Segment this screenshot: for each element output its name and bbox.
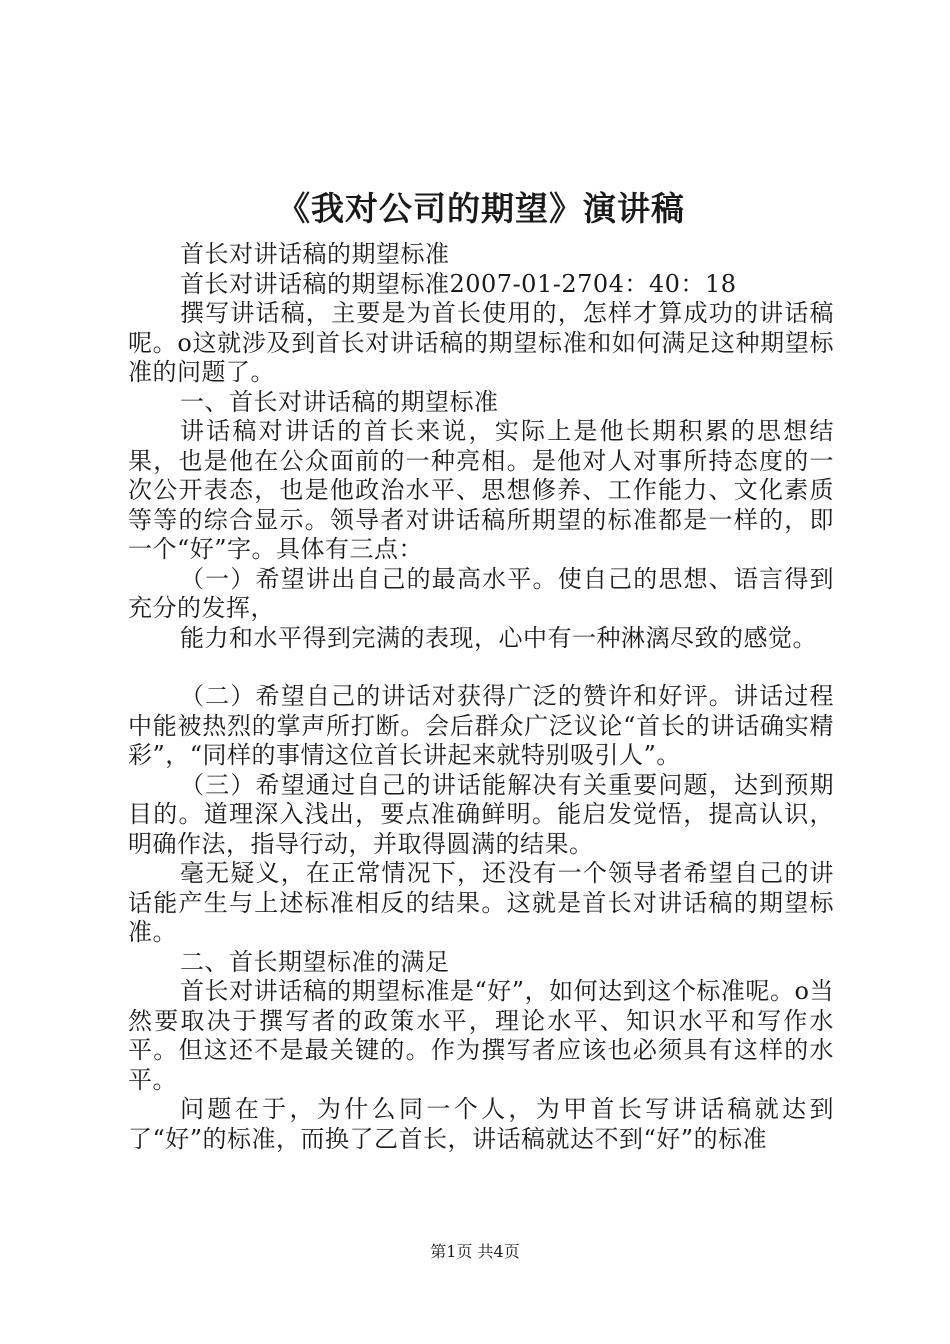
- list-item-1-continued: 能力和水平得到完满的表现，心中有一种淋漓尽致的感觉。: [180, 623, 817, 652]
- paragraph-subtitle: 首长对讲话稿的期望标准: [180, 240, 450, 268]
- section-heading-1: 一、首长对讲话稿的期望标准: [180, 387, 499, 416]
- paragraph-intro: 撰写讲话稿，主要是为首长使用的，怎样才算成功的讲话稿呢。o这就涉及到首长对讲话稿的期望标准和如何满足这种期望标准的问题了。: [128, 299, 834, 386]
- paragraph-body: 首长对讲话稿的期望标准是“好”，如何达到这个标准呢。o当然要取决于撰写者的政策水平，理论水平、知识水平和写作水平。但这还不是最关键的。作为撰写者应该也必须具有这样的水平。: [128, 977, 834, 1094]
- section-heading-2: 二、首长期望标准的满足: [180, 947, 450, 976]
- paragraph-body: 毫无疑义，在正常情况下，还没有一个领导者希望自己的讲话能产生与上述标准相反的结果。这就是首长对讲话稿的期望标准。: [128, 859, 834, 946]
- paragraph-body: 问题在于，为什么同一个人，为甲首长写讲话稿就达到了“好”的标准，而换了乙首长，讲话稿就达不到“好”的标准: [128, 1095, 834, 1153]
- page-number-footer: 第1页 共4页: [430, 1242, 520, 1261]
- paragraph-gap: [128, 653, 834, 682]
- paragraph-body: 讲话稿对讲话的首长来说，实际上是他长期积累的思想结果，也是他在公众面前的一种亮相。是他对人对事所持态度的一次公开表态，也是他政治水平、思想修养、工作能力、文化素质等等的综合显示。领导者对讲话稿所期望的标准都是一样的，即一个“好”字。具体有三点：: [128, 417, 834, 563]
- list-item-3: （三）希望通过自己的讲话能解决有关重要问题，达到预期目的。道理深入浅出，要点准确鲜明。能启发觉悟，提高认识，明确作法，指导行动，并取得圆满的结果。: [128, 770, 834, 858]
- list-item-1: （一）希望讲出自己的最高水平。使自己的思想、语言得到充分的发挥，: [128, 564, 834, 622]
- document-title: 《我对公司的期望》演讲稿: [277, 189, 685, 228]
- list-item-2: （二）希望自己的讲话对获得广泛的赞许和好评。讲话过程中能被热烈的掌声所打断。会后群众广泛议论“首长的讲话确实精彩”，“同样的事情这位首长讲起来就特别吸引人”。: [128, 682, 834, 769]
- document-page: [128, 186, 834, 1154]
- paragraph-subtitle-date: 首长对讲话稿的期望标准2007-01-2704：40：18: [180, 269, 737, 298]
